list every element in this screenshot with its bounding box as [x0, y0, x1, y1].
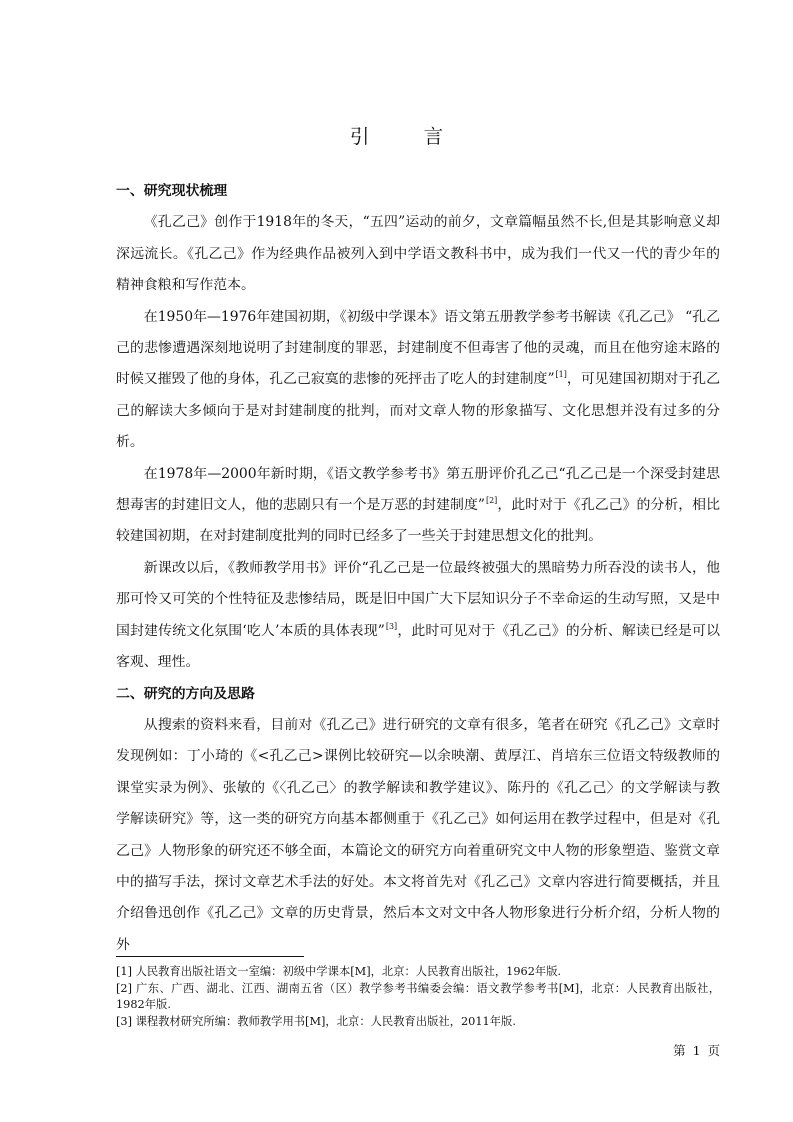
paragraph: 从搜索的资料来看，目前对《孔乙己》进行研究的文章有很多，笔者在研究《孔乙己》文章时发现例如：丁小琦的《<孔乙己>课例比较研究—以余映潮、黄厚江、肖培东三位语文特级教师的课堂实录为例》、张敏的《〈孔乙己〉的教学解读和教学建议》、陈丹的《孔乙己〉的文学解读与教学解读研究》等，这一类的研究方向基本都侧重于《孔乙己》如何运用在教学过程中，但是对《孔乙己》人物形象的研究还不够全面，本篇论文的研究方向着重研究文中人物的形象塑造、鉴赏文章中的描写手法，探讨文章艺术手法的好处。本文将首先对《孔乙己》文章内容进行简要概括，并且介绍鲁迅创作《孔乙己》文章的历史背景，然后本文对文中各人物形象进行分析介绍，分析人物的外 — [116, 716, 720, 953]
footnote-item: [2] 广东、广西、湖北、江西、湖南五省（区）教学参考书编委会编：语文教学参考书[M]，北京：人民教育出版社，1982年版. — [116, 981, 720, 1012]
footnote-ref: [2] — [485, 496, 498, 506]
footnote-divider — [116, 956, 304, 957]
body-text — [116, 176, 720, 961]
page-number: 第 1 页 — [673, 1043, 720, 1058]
section-heading-research-status: 一、研究现状梳理 — [116, 183, 228, 199]
paragraph: 在1978年—2000年新时期，《语文教学参考书》第五册评价孔乙己“孔乙己是一个深受封建思想毒害的封建旧文人，他的悲剧只有一个是万恶的封建制度”[2]，此时对于《孔乙己》的分析，相比较建国初期，在对封建制度批判的同时已经多了一些关于封建思想文化的批判。 — [116, 465, 720, 545]
footnote-item: [3] 课程教材研究所编：教师教学用书[M]，北京：人民教育出版社，2011年版. — [116, 1014, 516, 1028]
paragraph: 新课改以后，《教师教学用书》评价“孔乙己是一位最终被强大的黑暗势力所吞没的读书人，他那可怜又可笑的个性特征及悲惨结局，既是旧中国广大下层知识分子不幸命运的生动写照，又是中国封建传统文化氛围‘吃人’本质的具体表现”[3]，此时可见对于《孔乙己》的分析、解读已经是可以客观、理性。 — [116, 559, 720, 671]
section-heading-research-direction: 二、研究的方向及思路 — [116, 685, 255, 702]
footnote-ref: [3] — [385, 621, 398, 631]
page-title: 引 言 — [349, 125, 468, 148]
footnote-ref: [1] — [555, 370, 567, 380]
paragraph: 在1950年—1976年建国初期，《初级中学课本》语文第五册教学参考书解读《孔乙己》 “孔乙己的悲惨遭遇深刻地说明了封建制度的罪恶，封建制度不但毒害了他的灵魂，而且在他穷途末路的时候又摧毁了他的身体，孔乙己寂寞的悲惨的死抨击了吃人的封建制度”[1]，可见建国初期对于孔乙己的解读大多倾向于是对封建制度的批判，而对文章人物的形象描写、文化思想并没有过多的分析。 — [116, 308, 720, 451]
footnotes — [116, 964, 720, 1030]
paragraph: 《孔乙己》创作于1918年的冬天，“五四”运动的前夕，文章篇幅虽然不长,但是其影响意义却深远流长。《孔乙己》作为经典作品被列入到中学语文教科书中，成为我们一代又一代的青少年的精神食粮和写作范本。 — [116, 214, 720, 294]
footnote-item: [1] 人民教育出版社语文一室编：初级中学课本[M]，北京：人民教育出版社，1962年版. — [116, 965, 562, 978]
